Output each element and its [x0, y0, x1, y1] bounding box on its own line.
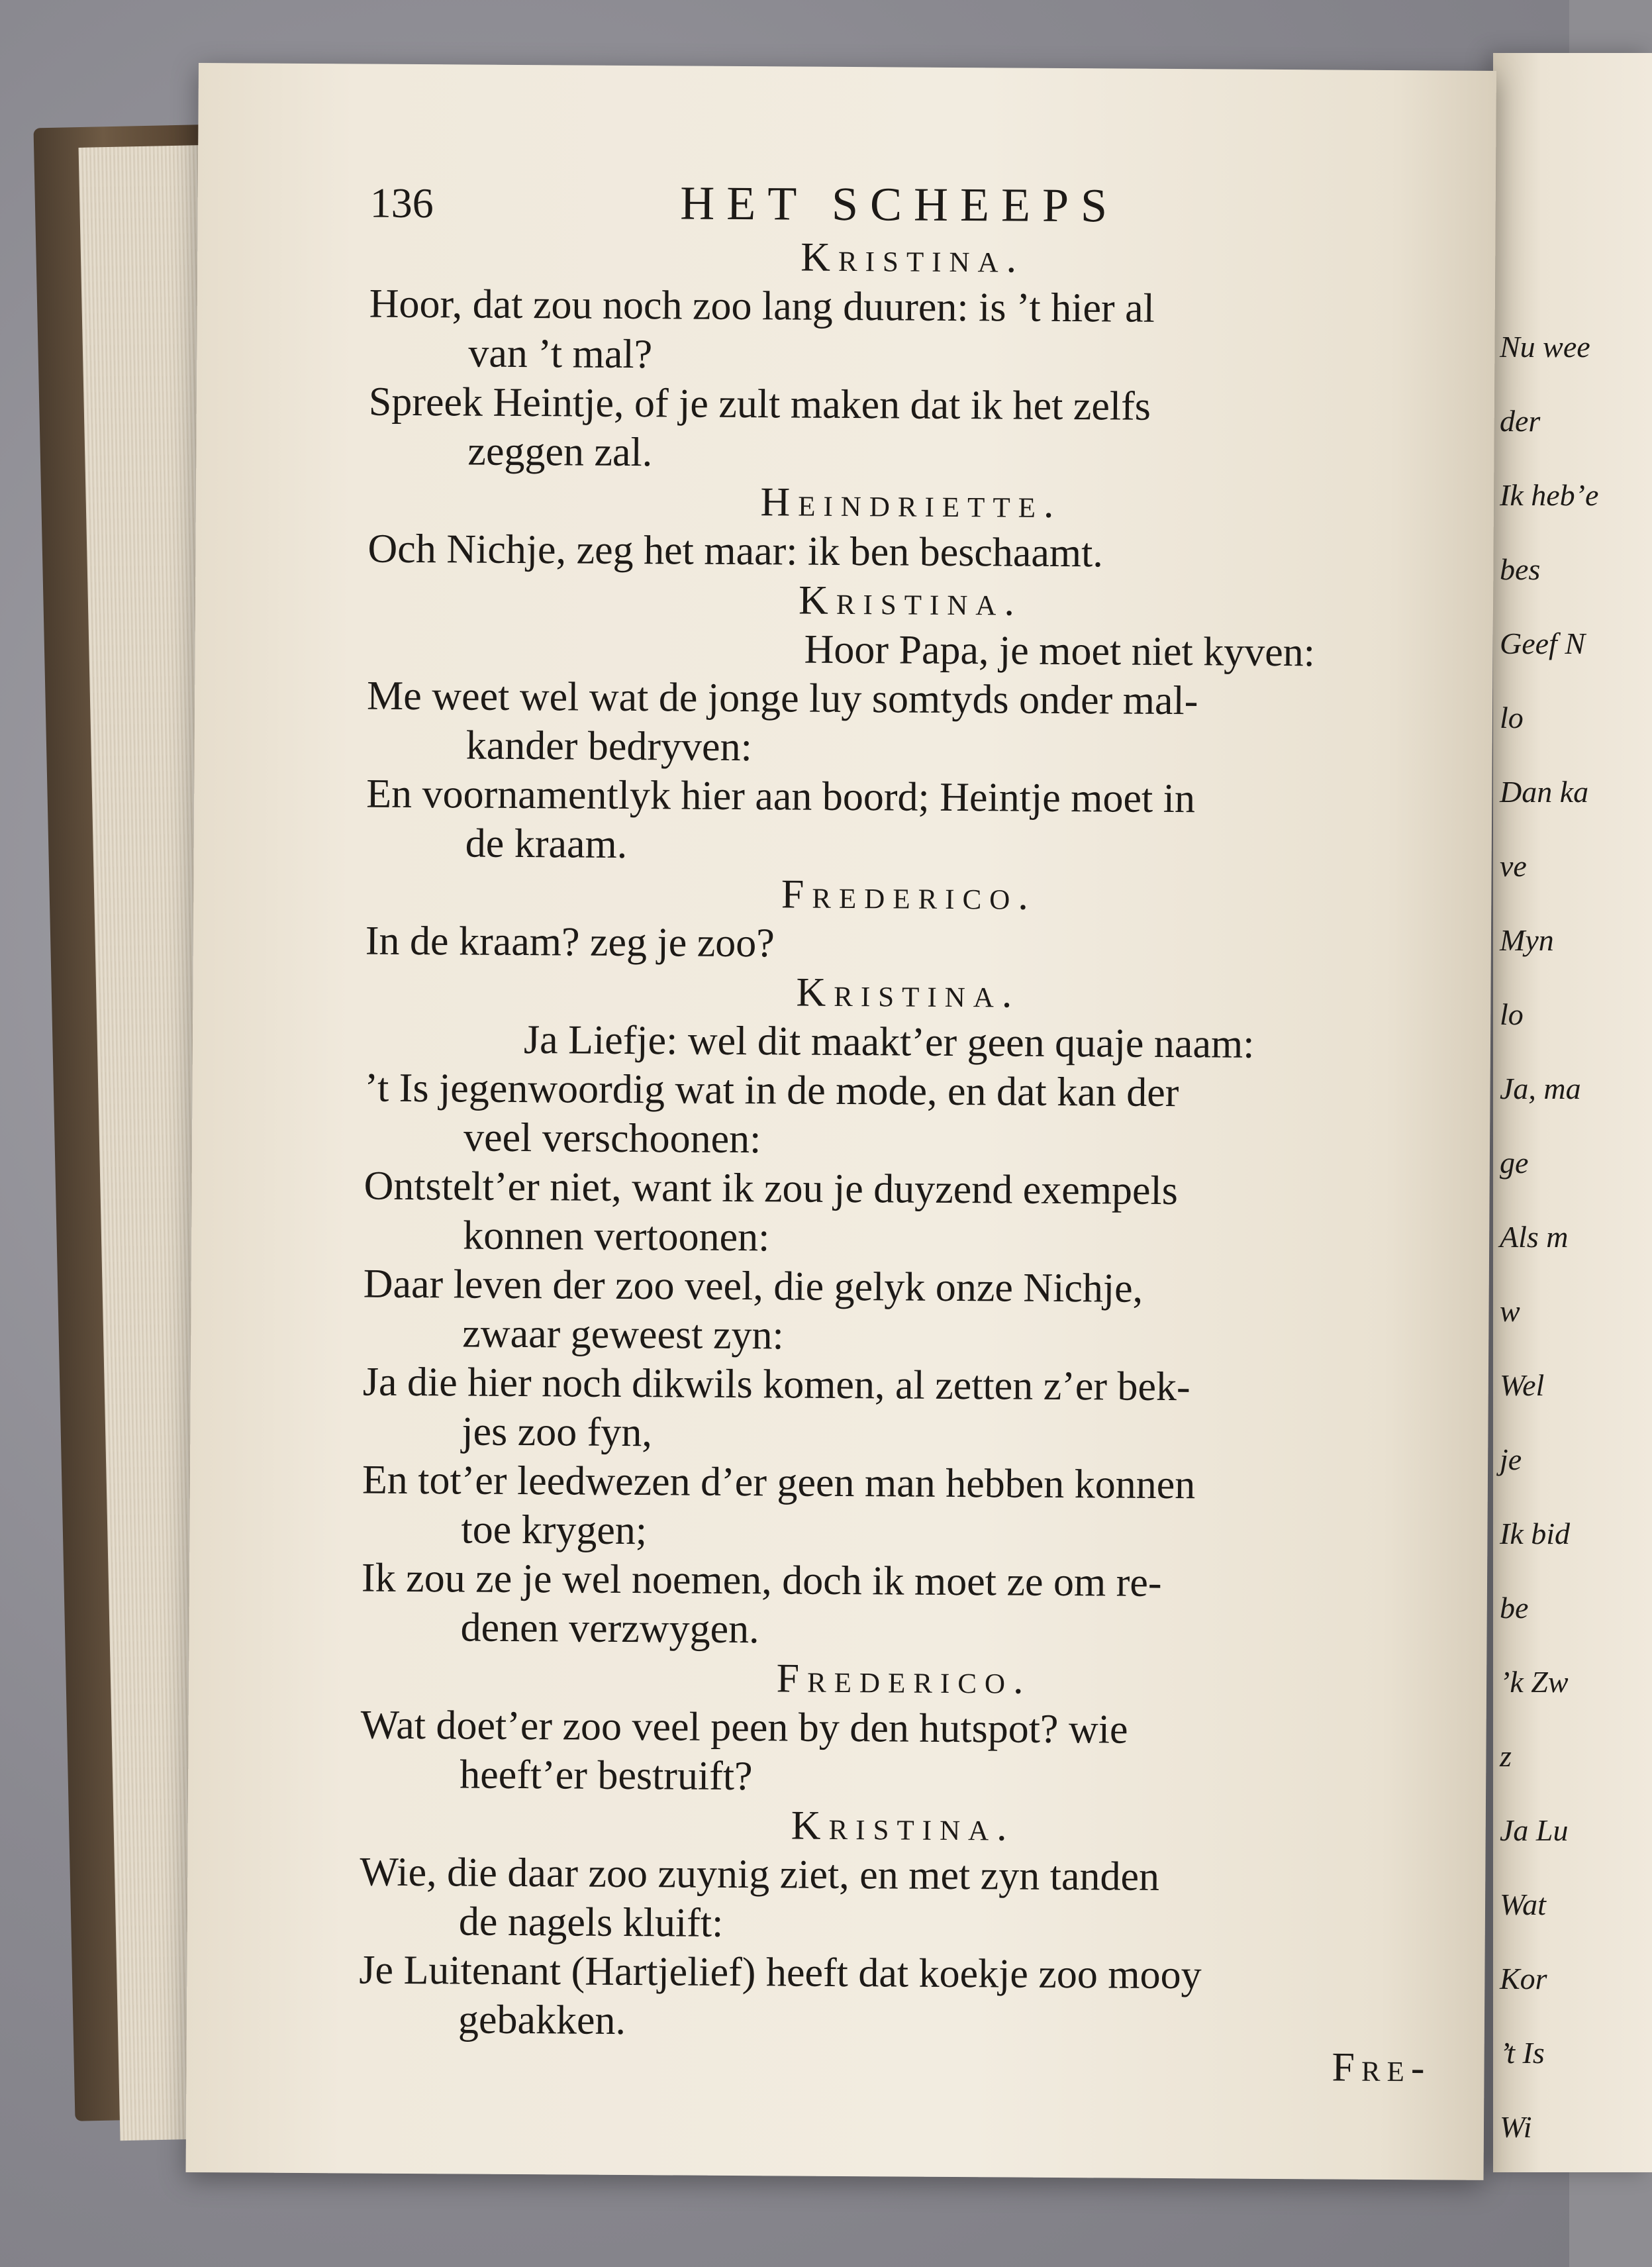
- facing-page: [1493, 53, 1652, 2172]
- facing-page-fragment: Ja, ma: [1500, 1072, 1581, 1105]
- facing-page-fragment: Ik bid: [1500, 1517, 1571, 1550]
- speaker-name: Kristina.: [798, 578, 1023, 625]
- speaker-name: Frederico.: [781, 872, 1037, 919]
- verse-continuation: van ’t mal?: [468, 330, 653, 378]
- speaker-name: Kristina.: [801, 234, 1025, 281]
- facing-page-fragment: Myn: [1500, 923, 1554, 957]
- verse-continuation: jes zoo fyn,: [462, 1409, 653, 1456]
- play-text: [359, 230, 1456, 2050]
- facing-page-fragment: je: [1500, 1442, 1522, 1476]
- verse-continuation: gebakken.: [458, 1997, 626, 2043]
- verse-line: In de kraam? zeg je zoo?: [365, 918, 775, 966]
- verse-line: Hoor Papa, je moet niet kyven:: [804, 627, 1316, 676]
- verse-line: Och Nichje, zeg het maar: ik ben beschaamt.: [367, 526, 1104, 576]
- facing-page-fragment: w: [1500, 1294, 1520, 1328]
- verse-line: En voornamentlyk hier aan boord; Heintje moet in: [366, 771, 1196, 822]
- verse-line: Spreek Heintje, of je zult maken dat ik het zelfs: [368, 379, 1151, 429]
- verse-continuation: veel verschoonen:: [463, 1115, 761, 1162]
- facing-page-fragment: der: [1500, 404, 1541, 438]
- facing-page-fragment: Wat: [1500, 1888, 1546, 1921]
- verse-continuation: de kraam.: [465, 821, 628, 867]
- facing-page-fragment: ve: [1500, 849, 1527, 883]
- facing-page-fragment: ’t Is: [1500, 2036, 1545, 2070]
- facing-page-fragment: lo: [1500, 997, 1524, 1031]
- verse-continuation: zeggen zal.: [467, 428, 653, 476]
- catchword: Fre-: [1332, 2044, 1432, 2091]
- page-text: [358, 177, 1456, 2093]
- facing-page-fragment: Dan ka: [1500, 775, 1589, 809]
- verse-continuation: zwaar geweest zyn:: [462, 1311, 784, 1358]
- verse-continuation: denen verzwygen.: [460, 1605, 759, 1652]
- verse-line: ’t Is jegenwoordig wat in de mode, en dat kan der: [364, 1065, 1179, 1116]
- facing-page-fragment: Als m: [1500, 1220, 1569, 1254]
- verse-continuation: konnen vertoonen:: [462, 1213, 770, 1260]
- facing-page-fragment: Kor: [1500, 1962, 1547, 1995]
- book-page: [186, 63, 1496, 2180]
- verse-line: Ja die hier noch dikwils komen, al zetten z’er bek-: [362, 1359, 1190, 1410]
- facing-page-fragment: z: [1500, 1739, 1512, 1773]
- speaker-name: Heindriette.: [760, 479, 1062, 527]
- verse-line: Ontstelt’er niet, want ik zou je duyzend exempels: [364, 1163, 1179, 1214]
- verse-continuation: toe krygen;: [461, 1507, 648, 1554]
- facing-page-fragment: Geef N: [1500, 627, 1586, 660]
- verse-line: En tot’er leedwezen d’er geen man hebben konnen: [362, 1457, 1196, 1508]
- verse-line: Daar leven der zoo veel, die gelyk onze Nichje,: [363, 1261, 1143, 1311]
- facing-page-fragment: Wi: [1500, 2110, 1532, 2144]
- facing-page-fragment: lo: [1500, 701, 1524, 734]
- verse-line: Hoor, dat zou noch zoo lang duuren: is ’t hier al: [369, 281, 1155, 331]
- page-number: 136: [369, 179, 434, 227]
- facing-page-fragment: bes: [1500, 552, 1541, 586]
- speaker-name: Kristina.: [791, 1803, 1015, 1850]
- facing-page-fragment: ’k Zw: [1500, 1665, 1569, 1699]
- verse-line: Me weet wel wat de jonge luy somtyds onder mal-: [366, 673, 1198, 724]
- verse-line: Wat doet’er zoo veel peen by den hutspot? wie: [360, 1702, 1128, 1752]
- verse-line: Ja Liefje: wel dit maakt’er geen quaje naam:: [523, 1017, 1255, 1067]
- verse-line: Ik zou ze je wel noemen, doch ik moet ze om re-: [361, 1555, 1162, 1605]
- verse-line: Wie, die daar zoo zuynig ziet, en met zyn tanden: [360, 1849, 1160, 1899]
- verse-continuation: kander bedryven:: [465, 723, 753, 770]
- facing-page-fragment: ge: [1500, 1146, 1529, 1180]
- verse-continuation: de nagels kluift:: [458, 1899, 724, 1946]
- page-header: [369, 177, 1455, 234]
- verse-line: Je Luitenant (Hartjelief) heeft dat koekje zoo mooy: [359, 1947, 1202, 1998]
- facing-page-fragment: Wel: [1500, 1368, 1545, 1402]
- facing-page-fragment: Nu wee: [1500, 330, 1590, 364]
- speaker-name: Frederico.: [776, 1656, 1032, 1703]
- verse-continuation: heeft’er bestruift?: [460, 1752, 753, 1799]
- facing-page-fragment: be: [1500, 1591, 1529, 1625]
- speaker-name: Kristina.: [796, 970, 1020, 1017]
- facing-page-fragment: Ja Lu: [1500, 1813, 1569, 1847]
- facing-page-fragment: Ik heb’e: [1500, 478, 1599, 512]
- running-title: HET SCHEEPS: [680, 176, 1120, 232]
